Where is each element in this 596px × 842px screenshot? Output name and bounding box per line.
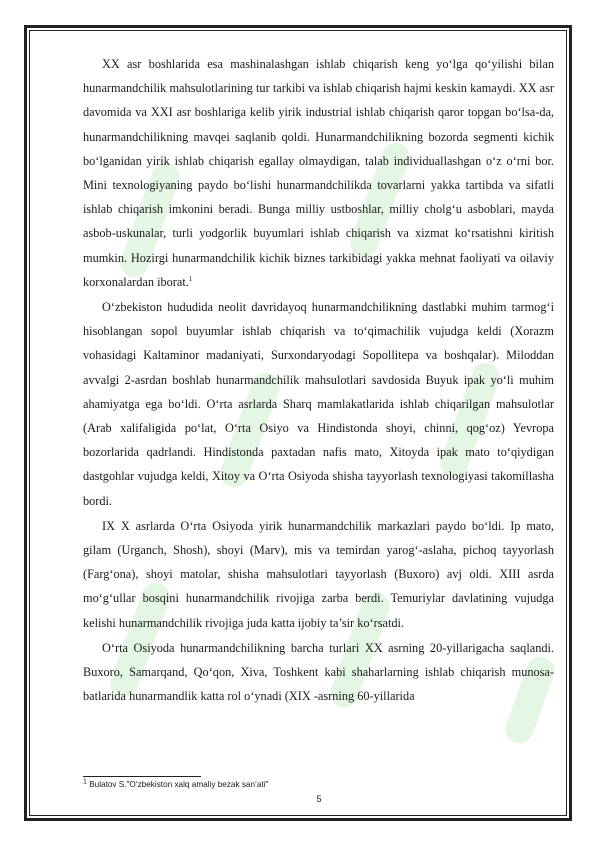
paragraph-3 (83, 514, 554, 635)
paragraph-3-text: IX X asrlarda O‘rta Osiyoda yirik hunarmandchilik markazlari paydo bo‘ldi. Ip mato, gilam (Urganch, Shosh), shoyi (Marv), mis va temirdan yarog‘-aslaha, pichoq tayyorlash (Farg‘ona), shoyi matolar, shisha mahsulotlari tayyorlash (Buxoro) avj oldi. XIII asrda mo‘g‘ullar bosqini hunarmandchilik rivojiga zarba berdi. Temuriylar davlatining vujudga kelishi hunarmandchilik rivojiga juda katta ijobiy ta’sir ko‘rsatdi. (83, 518, 554, 630)
paragraph-2-text: O‘zbekiston hududida neolit davridayoq hunarmandchilikning dastlabki muhim tarmog‘i hisoblangan sopol buyumlar ishlab chiqarish va to‘qimachilik vujudga keldi (Xorazm vohasidagi Kaltaminor madaniyati, Surxondaryodagi Sopollitepa va boshqalar). Miloddan avvalgi 2-asrdan boshlab hunarmandchilik mahsulotlari savdosida Buyuk ipak yo‘li muhim ahamiyatga ega bo‘ldi. O‘rta asrlarda Sharq mamlakatlarida ishlab chiqarilgan mahsulotlar (Arab xalifaligida po‘lat, O‘rta Osiyo va Hindistonda shoyi, chinni, qog‘oz) Yevropa bozorlarida qadrlandi. Hindistonda paxtadan nafis mato, Xitoyda ipak mato to‘qiydigan dastgohlar vujudga keldi, Xitoy va O‘rta Osiyoda shisha tayyorlash texnologiyasi takomillasha bordi. (83, 300, 554, 508)
footnote-text: Bulatov S."O‘zbekiston xalq amaliy bezak san’ati" (89, 780, 269, 789)
footnote (83, 779, 483, 790)
paragraph-1-text: XX asr boshlarida esa mashinalashgan ishlab chiqarish keng yo‘lga qo‘yilishi bilan hunarmandchilik mahsulotlarining tur tarkibi va ishlab chiqarish hajmi keskin kamaydi. XX asr davomida va XXI asr boshlariga kelib yirik industrial ishlab chiqarish qaror topgan bo‘lsa-da, hunarmandchilikning mavqei saqlanib qoldi. Hunarmandchilikning bozorda segmenti kichik bo‘lganidan yirik ishlab chiqarish egallay olmaydigan, talab individuallashgan o‘z o‘rni bor. Mini texnologiyaning paydo bo‘lishi hunarmandchilikda tovarlarni yakka tartibda va sifatli ishlab chiqarish imkonini beradi. Bunga milliy ustboshlar, milliy cholg‘u asboblari, mayda asbob-uskunalar, turli yodgorlik buyumlari ishlab chiqarish va xizmat ko‘rsatishni kiritish mumkin. Hozirgi hunarmandchilik kichik biznes tarkibidagi yakka mehnat faoliyati va oilaviy korxonalardan iborat. (83, 57, 554, 289)
body-text (83, 52, 554, 708)
footnote-ref[interactable]: 1 (188, 274, 193, 283)
footnote-number: 1 (83, 778, 87, 786)
paragraph-4-text: O‘rta Osiyoda hunarmandchilikning barcha turlari XX asrning 20-yillarigacha saqlandi. Buxoro, Samarqand, Qo‘qon, Xiva, Toshkent kabi shaharlarning ishlab chiqarish munosa-batlarida hunarmandlik katta rol o‘ynadi (XIX -asrning 60-yillarida (83, 640, 554, 704)
paragraph-4 (83, 636, 554, 709)
footnote-separator (83, 776, 201, 777)
page-number: 5 (316, 794, 322, 804)
paragraph-2 (83, 295, 554, 513)
paragraph-1 (83, 52, 554, 294)
